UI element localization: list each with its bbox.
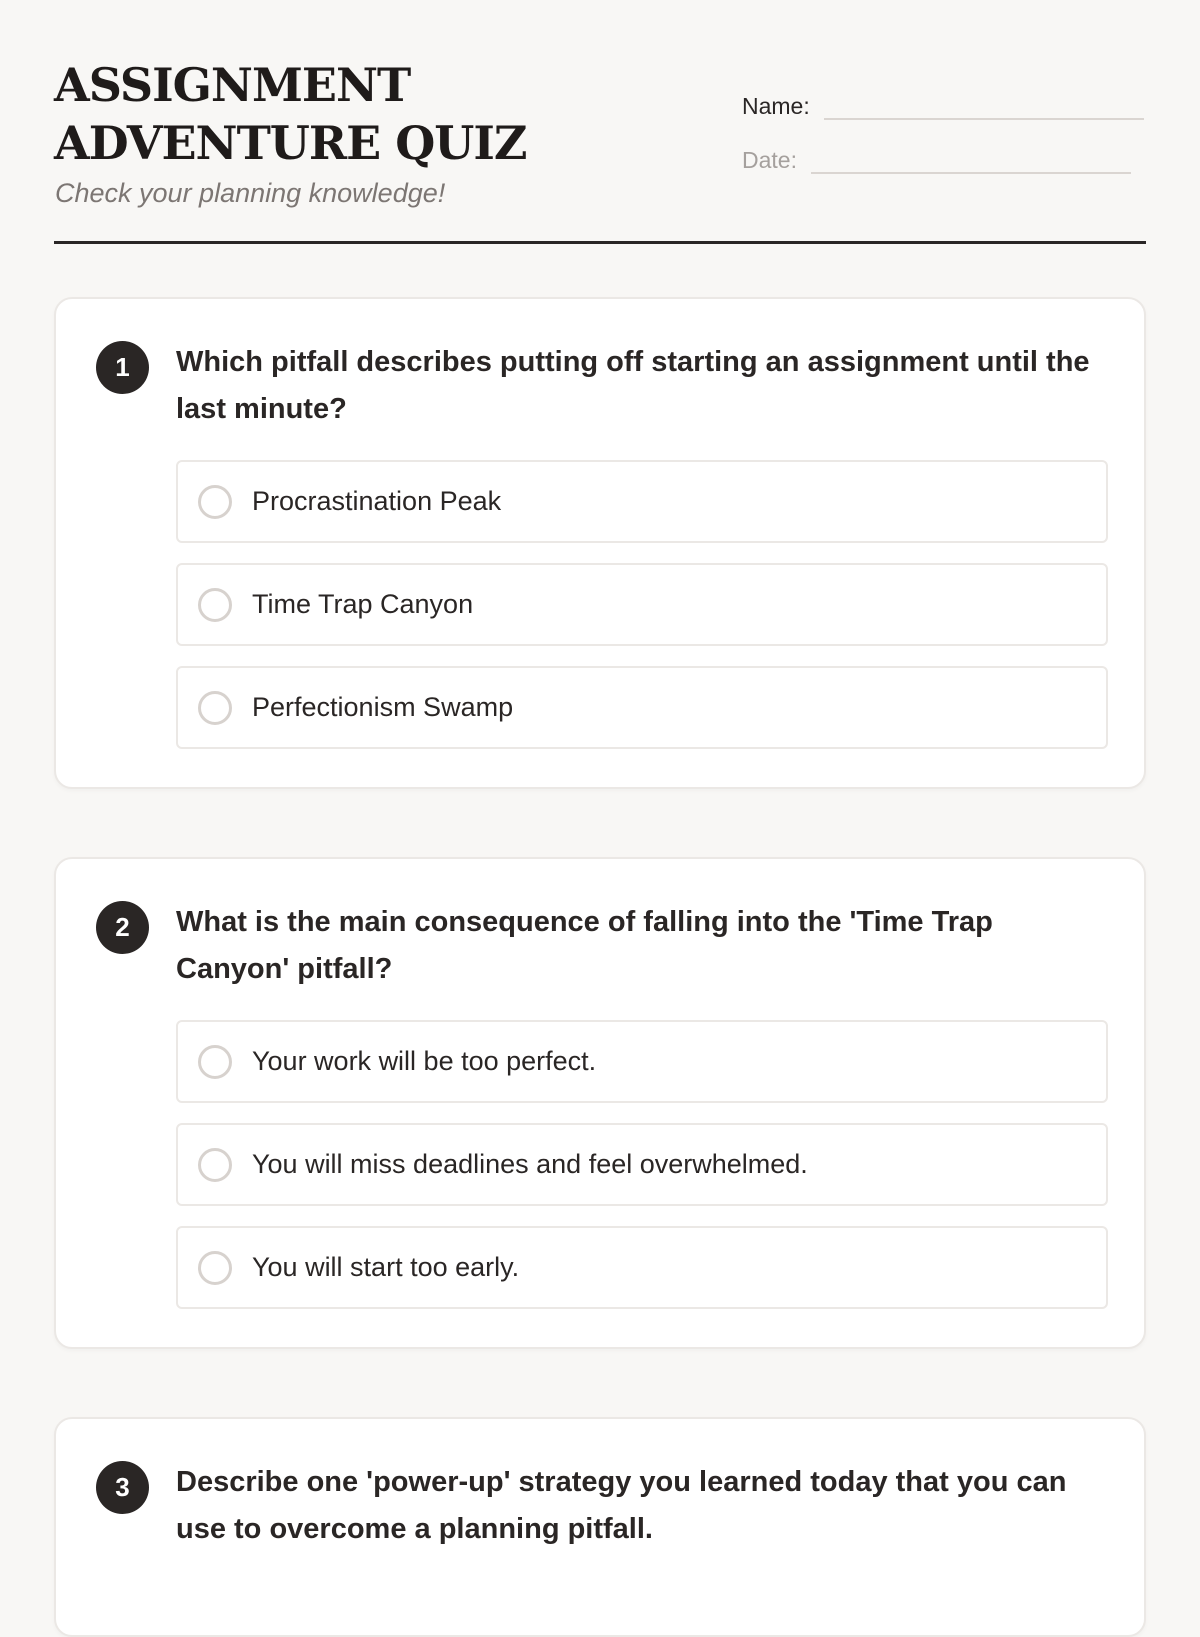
answer-option[interactable] xyxy=(176,666,1108,749)
answer-option[interactable] xyxy=(176,460,1108,543)
radio-button[interactable] xyxy=(198,485,232,519)
question-text: Describe one 'power-up' strategy you learned today that you can use to overcome a planning pitfall. xyxy=(176,1466,1067,1545)
question-text: Which pitfall describes putting off starting an assignment until the last minute? xyxy=(176,346,1090,425)
page-title: ASSIGNMENT ADVENTURE QUIZ xyxy=(54,58,527,170)
answer-label: Perfectionism Swamp xyxy=(252,692,514,722)
radio-button[interactable] xyxy=(198,1148,232,1182)
name-field[interactable] xyxy=(824,86,1144,120)
question-card-1 xyxy=(54,297,1146,789)
date-label: Date: xyxy=(742,147,797,173)
answer-option[interactable] xyxy=(176,1020,1108,1103)
question-card-3 xyxy=(54,1417,1146,1637)
answer-label: You will miss deadlines and feel overwhelmed. xyxy=(252,1149,808,1179)
answer-label: Procrastination Peak xyxy=(252,486,502,516)
answer-option[interactable] xyxy=(176,1226,1108,1309)
date-field[interactable] xyxy=(811,140,1131,174)
answer-label: Time Trap Canyon xyxy=(252,589,474,619)
name-row xyxy=(742,86,1144,120)
answer-option[interactable] xyxy=(176,1123,1108,1206)
page-subtitle: Check your planning knowledge! xyxy=(55,178,446,208)
question-card-2 xyxy=(54,857,1146,1349)
answer-label: You will start too early. xyxy=(252,1252,520,1282)
radio-button[interactable] xyxy=(198,1045,232,1079)
answer-option[interactable] xyxy=(176,563,1108,646)
question-number-badge: 1 xyxy=(96,341,149,394)
question-text: What is the main consequence of falling into the 'Time Trap Canyon' pitfall? xyxy=(176,906,993,985)
question-number-badge: 2 xyxy=(96,901,149,954)
quiz-header xyxy=(54,0,1146,244)
answer-label: Your work will be too perfect. xyxy=(252,1046,597,1076)
radio-button[interactable] xyxy=(198,691,232,725)
radio-button[interactable] xyxy=(198,1251,232,1285)
date-row xyxy=(742,140,1131,174)
name-label: Name: xyxy=(742,93,810,119)
question-number-badge: 3 xyxy=(96,1461,149,1514)
radio-button[interactable] xyxy=(198,588,232,622)
